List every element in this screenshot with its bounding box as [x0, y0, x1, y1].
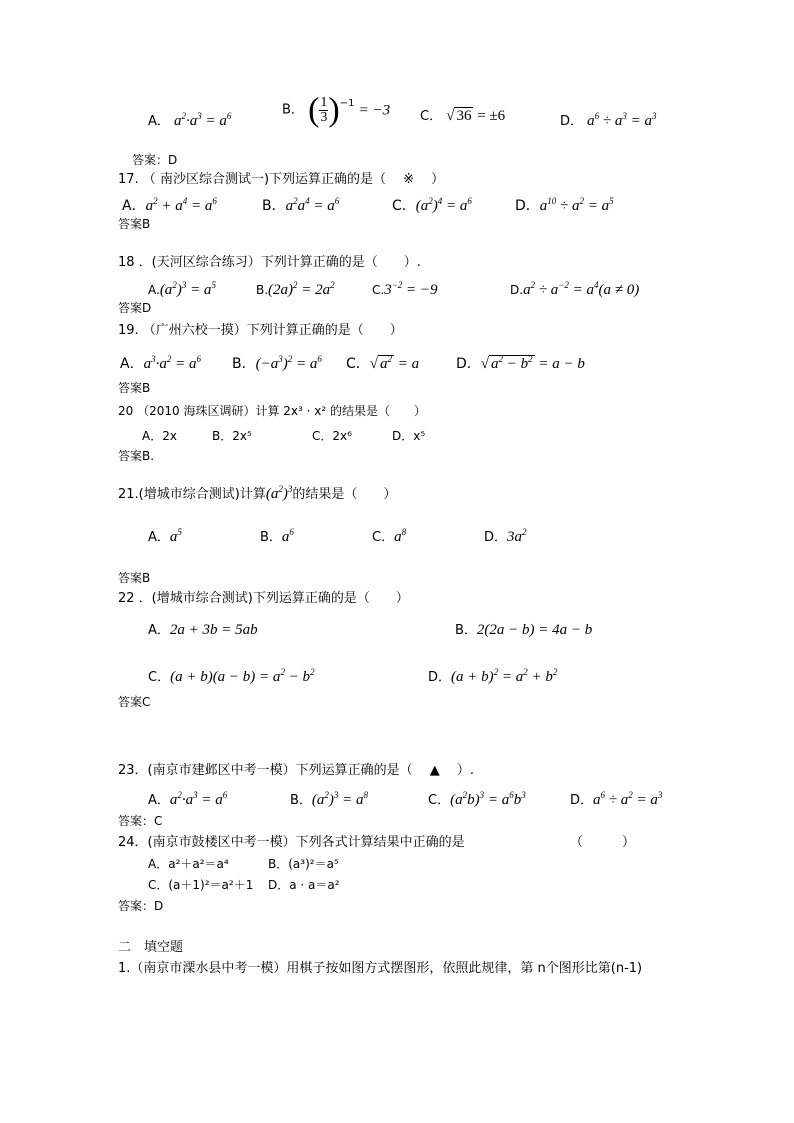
q24-option-a: A．a²＋a²＝a⁴ [148, 857, 229, 871]
q23-stem: 23．(南京市建邺区中考一模）下列运算正确的是（ ▲ ）. [118, 763, 475, 778]
q24-option-d: D．a · a＝a² [268, 878, 340, 892]
q16-answer: 答案：D [132, 153, 178, 167]
q22-option-a: A．2a + 3b = 5ab [148, 622, 258, 638]
q16-option-b: B． ( $\frac{1}{3}$ )$^{-1}$ = −3 [282, 91, 391, 129]
q19-stem: 19. （广州六校一摸）下列计算正确的是（ ） [118, 323, 403, 338]
q20-option-c: C．2x⁶ [312, 429, 352, 443]
q20-answer: 答案B. [118, 449, 155, 463]
q16-option-d-label: D． [560, 114, 584, 129]
q23-answer: 答案：C [118, 814, 163, 828]
q16-option-a-math: $a^2\cdot a^3 = a^6$ [174, 111, 232, 129]
q18-option-d: $D.a^2 \div a^{-2} = a^4(a \ne 0)$ [510, 280, 640, 298]
q22-option-d: D．$(a + b)^2 = a^2 + b^2$ [428, 667, 558, 685]
q17-stem: 17. （ 南沙区综合测试一)下列运算正确的是（ ※ ） [118, 172, 445, 187]
q24-paren: （ ） [570, 835, 636, 850]
q16-option-c: C． √ 36 = ±6 [420, 108, 506, 124]
q19-option-a: A．$a^3\cdot a^2 = a^6$ [120, 354, 201, 372]
q17-option-b: B．$a^2a^4 = a^6$ [262, 196, 340, 214]
q21-option-c: C．$a^8$ [372, 527, 407, 545]
q21-stem: 21.(增城市综合测试)计算$(a^2)^3$的结果是（ ） [118, 484, 397, 502]
q19-option-c: C．√ $a^2 = a$ [346, 354, 420, 372]
q21-option-b: B．$a^6$ [260, 527, 294, 545]
q16-option-c-label: C． [420, 109, 443, 124]
q24-option-c: C．(a＋1)²＝a²＋1 [148, 878, 254, 892]
q19-option-b: B．$(-a^3)^2 = a^6$ [232, 354, 322, 372]
q21-answer: 答案B [118, 571, 151, 585]
q19-answer: 答案B [118, 381, 151, 395]
q24-answer: 答案：D [118, 899, 164, 913]
q17-option-d: D．$a^{10} \div a^2 = a^5$ [515, 196, 614, 214]
q17-option-c: C．$(a^2)^4 = a^6$ [392, 196, 472, 214]
q16-option-b-label: B． [282, 102, 304, 118]
q17-options: A．$a^2 + a^4 = a^6$ [122, 196, 217, 214]
q18-option-b: $B.(2a)^2 = 2a^2$ [256, 280, 335, 298]
q20-option-a: A．2x [142, 429, 177, 443]
q22-stem: 22 ．(增城市综合测试)下列运算正确的是（ ） [118, 591, 409, 606]
q18-option-c: $C.3^{-2} = -9$ [372, 280, 438, 298]
q24-stem: 24．(南京市鼓楼区中考一模）下列各式计算结果中正确的是 [118, 835, 465, 850]
q16-option-d: D． $a^6 \div a^3 = a^3$ [560, 111, 657, 129]
q22-option-c: C．$(a + b)(a - b) = a^2 - b^2$ [148, 667, 315, 685]
q23-option-c: C．$(a^2b)^3 = a^6b^3$ [428, 790, 526, 808]
q22-answer: 答案C [118, 695, 151, 709]
q16-option-a-label: A． [148, 114, 170, 129]
q18-answer: 答案D [118, 301, 152, 315]
q23-option-a: A．$a^2\cdot a^3 = a^6$ [148, 790, 228, 808]
q21-option-d: D．$3a^2$ [484, 527, 527, 545]
q18-option-a: $A.(a^2)^3 = a^5$ [148, 280, 216, 298]
q20-option-b: B．2x⁵ [212, 429, 252, 443]
q17-answer: 答案B [118, 217, 151, 231]
q16-options [148, 108, 231, 130]
q18-stem: 18 ．(天河区综合练习）下列计算正确的是（ ）. [118, 255, 421, 270]
q20-option-d: D．x⁵ [392, 429, 426, 443]
q19-option-d: D．√ $a^2 - b^2 = a - b$ [456, 354, 585, 372]
q22-option-b: B．2(2a − b) = 4a − b [455, 622, 593, 638]
fill-q1-stem: 1.（南京市溧水县中考一模）用棋子按如图方式摆图形，依照此规律，第 n个图形比第(n-1) [118, 961, 643, 976]
q20-stem: 20 （2010 海珠区调研）计算 2x³ · x² 的结果是（ ） [118, 404, 426, 418]
q23-option-b: B．$(a^2)^3 = a^8$ [290, 790, 369, 808]
q24-option-b: B．(a³)²＝a⁵ [268, 857, 339, 871]
q21-option-a: A．$a^5$ [148, 527, 182, 545]
section-heading: 二 填空题 [118, 940, 184, 955]
q23-option-d: D．$a^6 \div a^2 = a^3$ [570, 790, 663, 808]
